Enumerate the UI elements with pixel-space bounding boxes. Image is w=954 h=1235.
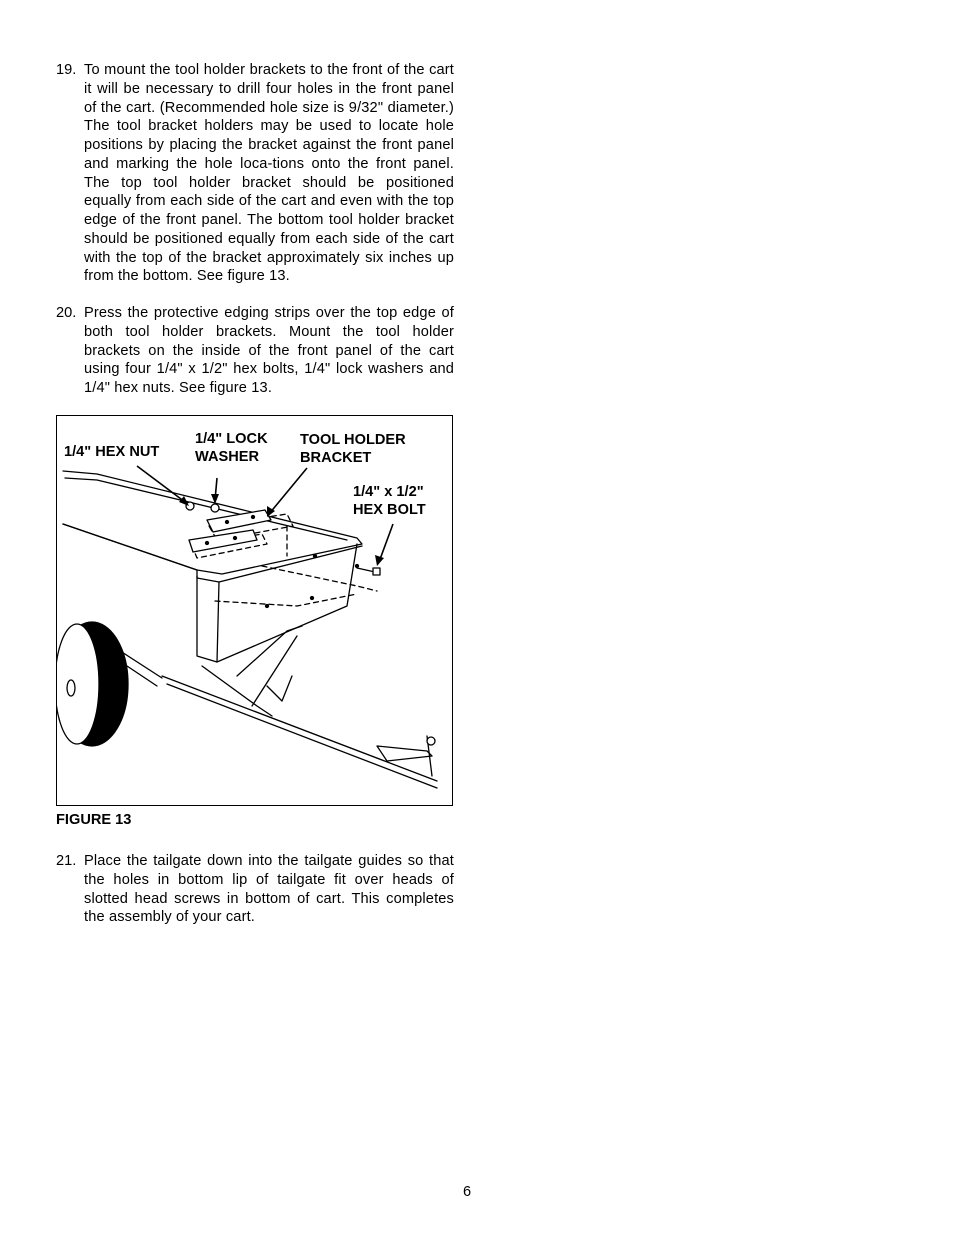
step-text: Place the tailgate down into the tailgate guides so that the holes in bottom lip of tailgate fit over heads of slotted head screws in bottom of cart. This completes the assembly of your cart. [84, 853, 454, 926]
callout-line: HEX BOLT [353, 502, 426, 518]
step-21 [56, 852, 454, 927]
callout-hex-nut: 1/4" HEX NUT [64, 444, 160, 460]
cart-assembly-drawing [57, 416, 453, 806]
figure-13-illustration [56, 415, 453, 806]
step-19 [56, 61, 454, 286]
callout-line: BRACKET [300, 450, 372, 466]
step-number: 20. [56, 305, 77, 321]
callout-line: TOOL HOLDER [300, 432, 406, 448]
callout-tool-holder-bracket [300, 431, 406, 467]
step-text: To mount the tool holder brackets to the front of the cart it will be necessary to drill four holes in the front panel of the cart. (Recommended hole size is 9/32" diameter.) The tool bracket holders may be used to locate hole positions by placing the bracket against the front panel and marking the hole loca-tions onto the front panel. The top tool holder bracket should be positioned equally from each side of the cart and even with the top edge of the front panel. The bottom tool holder bracket should be positioned equally from each side of the cart with the top of the bracket approximately six inches up from the bottom. See figure 13. [84, 62, 454, 285]
step-20 [56, 304, 454, 398]
callout-line: 1/4" x 1/2" [353, 484, 424, 500]
callout-line: 1/4" LOCK [195, 431, 268, 447]
callout-line: WASHER [195, 449, 260, 465]
figure-caption: FIGURE 13 [56, 812, 132, 828]
callout-hex-bolt [353, 483, 426, 519]
callout-lock-washer [195, 430, 268, 466]
step-text: Press the protective edging strips over the top edge of both tool holder brackets. Mount the tool holder brackets on the inside of the front panel of the cart using four 1/4" x 1/2" hex bolts, 1/4" lock washers and 1/4" hex nuts. See figure 13. [84, 305, 454, 396]
step-number: 21. [56, 853, 77, 869]
page-number: 6 [463, 1184, 472, 1200]
step-number: 19. [56, 62, 77, 78]
